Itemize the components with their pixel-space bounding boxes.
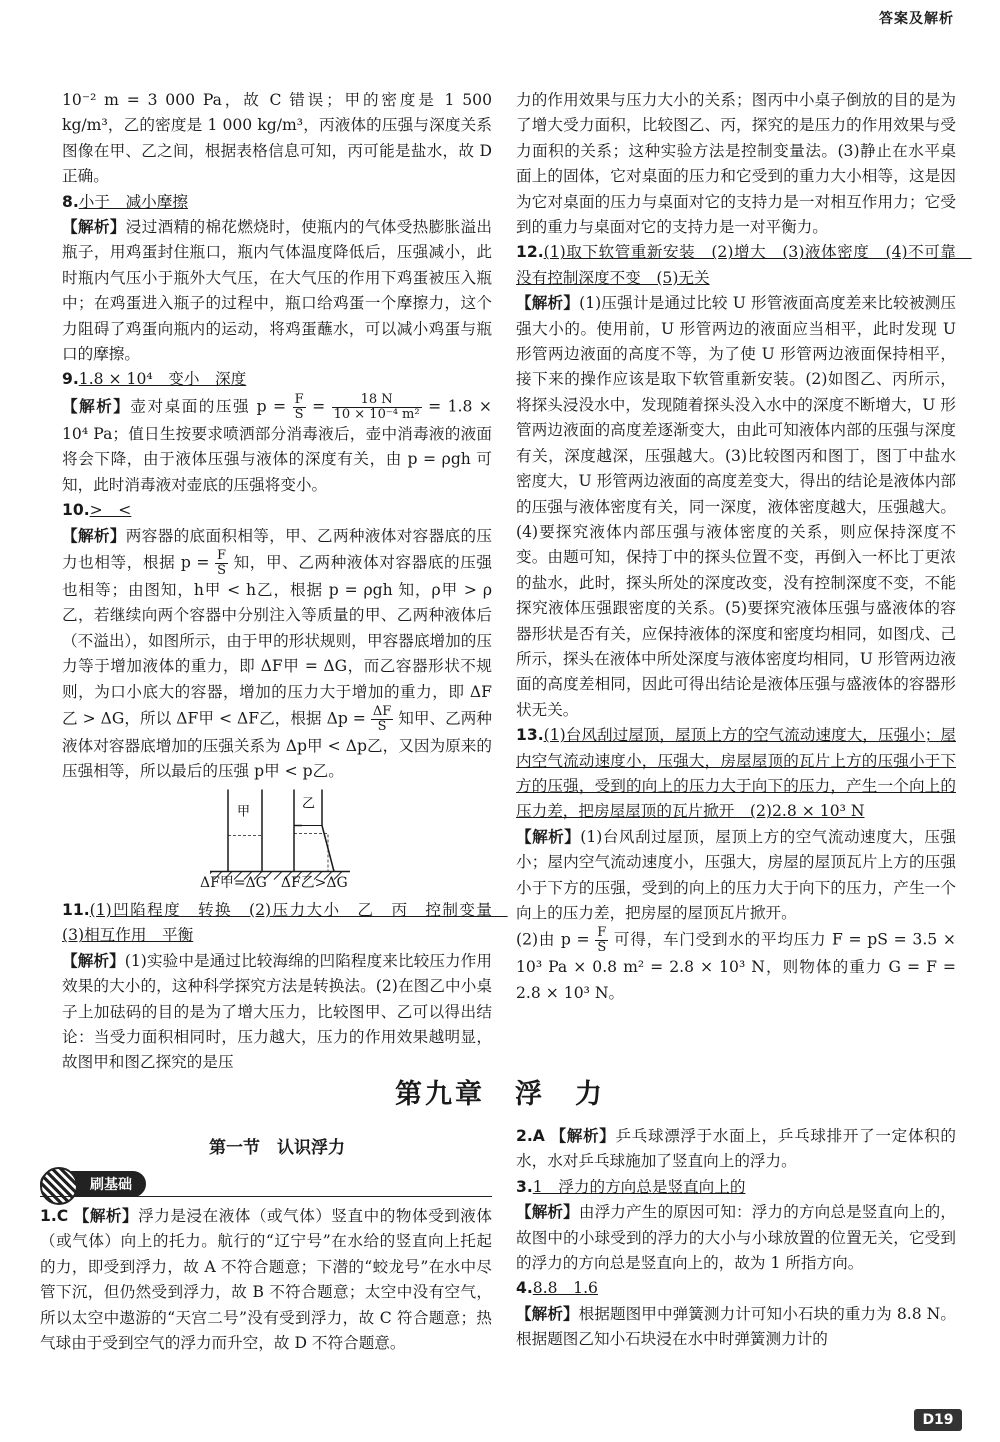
ch9-q1-number: 1. bbox=[40, 1207, 57, 1225]
q9-analysis-b: = 1.8 × 10⁴ Pa；值日生按要求喷洒部分消毒液后，壶中消毒液的液面将会下降，由于液体压强与液体的深度有关，由 p = ρgh 可知，此时消毒液对壶底的压强将变小。 bbox=[62, 397, 492, 494]
q10-answer: > < bbox=[89, 501, 132, 520]
q10-fraction-2: $\frac{\Delta F}{S}$ bbox=[372, 703, 392, 734]
q10-number: 10. bbox=[62, 501, 90, 520]
ch9-q4-answer: 8.8 1.6 bbox=[532, 1279, 598, 1298]
ch9-q4-number: 4. bbox=[516, 1279, 533, 1298]
section-title: 第一节 认识浮力 bbox=[209, 1138, 345, 1158]
q13-number: 13. bbox=[516, 726, 544, 745]
q10-analysis-tag: 【解析】 bbox=[62, 526, 126, 545]
q12-analysis-tag: 【解析】 bbox=[516, 294, 580, 313]
page-number: D19 bbox=[914, 1409, 962, 1431]
ch9-q4-analysis: 根据题图甲中弹簧测力计可知小石块的重力为 8.8 N。根据题图乙知小石块浸在水中时弹簧测力计的 bbox=[516, 1304, 956, 1349]
q9-fraction-2: $\frac{18 N}{\text{10 × 10⁻⁴ m²}}$ bbox=[333, 391, 420, 422]
ch9-q2-number: 2. bbox=[516, 1127, 533, 1145]
q13-analysis-tag: 【解析】 bbox=[516, 827, 581, 846]
left-column bbox=[62, 88, 492, 785]
ch9-q3-answer: 1 浮力的方向总是竖直向上的 bbox=[532, 1177, 746, 1196]
q9: 9.1.8 × 10⁴ 变小 深度 【解析】壶对桌面的压强 p = $\frac{F}{S}$ = $\frac{18 N}{\text{10 × 10⁻⁴ m²}}$ = 1.8 × 10⁴ Pa；值日生按要求喷洒部分消毒液后，壶中消毒液的液面将会下降，由于液体压强与液体的深度有关，由 p = ρgh 可知，此时消毒液对壶底的压强将变小。 bbox=[62, 370, 492, 494]
q8-number: 8. bbox=[62, 192, 79, 211]
q13-analysis-b2: 可得，车门受到水的平均压力 F = pS = 3.5 × 10³ Pa × 0.8 m² = 2.8 × 10³ N，则物体的重力 G = F = 2.8 × 10³ N。 bbox=[516, 930, 956, 1002]
q10-analysis-c: 知甲、乙两种液体对容器底增加的压强关系为 Δp甲 < Δp乙，又因为原来的压强相等，所以最后的压强 p甲 < p乙。 bbox=[62, 709, 492, 781]
q11-answer: (1)凹陷程度 转换 (2)压力大小 乙 丙 控制变量 (3)相互作用 平衡 bbox=[62, 901, 508, 945]
q8-answer: 小于 减小摩擦 bbox=[78, 192, 188, 211]
ch9-q3-analysis-tag: 【解析】 bbox=[516, 1203, 579, 1222]
ch9-q2 bbox=[516, 1124, 956, 1175]
badge-label: 刷基础 bbox=[90, 1177, 132, 1193]
q9-answer: 1.8 × 10⁴ 变小 深度 bbox=[78, 370, 247, 389]
ch9-q1 bbox=[40, 1204, 492, 1356]
q10 bbox=[62, 498, 492, 785]
q12-number: 12. bbox=[516, 243, 544, 262]
badge-divider bbox=[40, 1196, 492, 1197]
chapter9-right-column bbox=[516, 1124, 956, 1353]
q13-analysis-b1: (2)由 p = bbox=[516, 930, 590, 949]
ball-icon bbox=[40, 1167, 78, 1205]
q12-analysis: (1)压强计是通过比较 U 形管液面高度差来比较被测压强大小的。使用前，U 形管两边的液面应当相平，此时发现 U 形管两边液面的高度不等，为了使 U 形管两边液面保持相平，接下来的操作应该是取下软管重新安装。(2)如图乙、丙所示，将探头浸没水中，发现随着探头没入水中的深度不断增大，U 形管两边液面的高度差逐渐变大，由此可知液体内部的压强与深度有关，深度越深，压强越大。(3)比较图丙和图丁，图丁中盐水密度大，U 形管两边液面的高度差变大，得出的结论是液体内部的压强与液体密度有关，同一深度，液体密度越大，压强越大。(4)要探究液体内部压强与液体密度的关系，则应保持深度不变。由题可知，保持丁中的探头位置不变，再倒入一杯比丁更浓的盐水，此时，探头所处的深度改变，没有控制深度不变，不能探究液体压强跟密度的关系。(5)要探究液体压强与盛液体的容器形状是否有关，应保持液体的深度和密度均相同，如图戊、己所示，探头在液体中所处深度与液体密度均相同，U 形管两边液面的高度差相同，因此可得出结论是液体压强与盛液体的容器形状无关。 bbox=[516, 294, 956, 719]
q13-fraction: $\frac{F}{S}$ bbox=[597, 925, 607, 956]
basic-practice-badge bbox=[40, 1171, 146, 1197]
q10-analysis-b: 知，甲、乙两种液体对容器底的压强也相等；由图知，h甲 < h乙，根据 p = ρgh 知，ρ甲 > ρ乙，若继续向两个容器中分别注入等质量的甲、乙两种液体后（不溢出），如图所示，由于甲的形状规则，甲容器底增加的压力等于增加液体的重力，即 ΔF甲 = ΔG，而乙容器形状不规则，为口小底大的容器，增加的压力大于增加的重力，即 ΔF乙 > ΔG，所以 ΔF甲 < ΔF乙，根据 Δp = bbox=[62, 553, 492, 728]
running-header: 答案及解析 bbox=[879, 11, 954, 27]
label-yi: 乙 bbox=[302, 796, 316, 812]
q13 bbox=[516, 723, 956, 1006]
ch9-q2-analysis-tag: 【解析】 bbox=[550, 1127, 616, 1145]
ch9-q1-answer: C bbox=[56, 1207, 69, 1225]
q13-analysis-a: (1)台风刮过屋顶，屋顶上方的空气流动速度大，压强小；屋内空气流动速度小，压强大，房屋的屋顶瓦片上方的压强小于下方的压强，受到的向上的压力大于向下的压力，产生一个向上的压力差，把房屋的屋顶瓦片掀开。 bbox=[516, 827, 956, 922]
q10-fraction-1: $\frac{F}{S}$ bbox=[217, 547, 227, 578]
q8-analysis-tag: 【解析】 bbox=[62, 218, 126, 237]
right-column bbox=[516, 88, 972, 1006]
ch9-q4-analysis-tag: 【解析】 bbox=[516, 1304, 579, 1323]
left-column-q11 bbox=[62, 898, 508, 1076]
q11-analysis: (1)实验中是通过比较海绵的凹陷程度来比较压力作用效果的大小的，这种科学探究方法是转换法。(2)在图乙中小桌子上加砝码的目的是为了增大压力，比较图甲、乙可以得出结论：当受力面积相同时，压力越大，压力的作用效果越明显，故图甲和图乙探究的是压 bbox=[62, 951, 492, 1072]
q7-tail: 10⁻² m = 3 000 Pa，故 C 错误；甲的密度是 1 500 kg/m³，乙的密度是 1 000 kg/m³，丙液体的压强与深度关系图像在甲、乙之间，根据表格信息可知，丙可能是盐水，故 D 正确。 bbox=[62, 91, 492, 186]
q8 bbox=[62, 190, 492, 368]
figure-caption: ΔF甲=ΔG ΔF乙>ΔG bbox=[200, 875, 348, 891]
q10-analysis-a: 两容器的底面积相等，甲、乙两种液体对容器底的压力也相等，根据 p = bbox=[62, 526, 492, 572]
q12-answer: (1)取下软管重新安装 (2)增大 (3)液体密度 (4)不可靠 没有控制深度不变 (5)无关 bbox=[516, 243, 972, 287]
q11-analysis-tag: 【解析】 bbox=[62, 951, 125, 970]
ch9-q1-analysis-tag: 【解析】 bbox=[73, 1207, 139, 1225]
ch9-q3-analysis: 由浮力产生的原因可知：浮力的方向总是竖直向上的，故图中的小球受到的浮力的大小与小球放置的位置无关，它受到的浮力的方向总是竖直向上的，故为 1 所指方向。 bbox=[516, 1203, 956, 1273]
q13-answer: (1)台风刮过屋顶，屋顶上方的空气流动速度大，压强小；屋内空气流动速度小，压强大，房屋屋顶的瓦片上方的压强小于下方的压强，受到的向上的压力大于向下的压力，产生一个向上的压力差，把房屋屋顶的瓦片掀开 (2)2.8 × 10³ N bbox=[516, 726, 956, 821]
q9-analysis-tag: 【解析】 bbox=[62, 397, 131, 416]
chapter-title: 第九章 浮 力 bbox=[395, 1079, 605, 1110]
label-jia: 甲 bbox=[237, 804, 251, 820]
ch9-q2-answer: A bbox=[532, 1127, 545, 1145]
q11 bbox=[62, 898, 508, 1076]
ch9-q3 bbox=[516, 1175, 956, 1277]
q9-number: 9. bbox=[62, 370, 79, 389]
ch9-q4 bbox=[516, 1276, 956, 1352]
q11-number: 11. bbox=[62, 901, 90, 919]
q12 bbox=[516, 240, 972, 723]
q11-continued: 力的作用效果与压力大小的关系；图丙中小桌子倒放的目的是为了增大受力面积，比较图乙、丙，探究的是压力的作用效果与受力面积的关系；这种实验方法是控制变量法。(3)静止在水平桌面上的固体，它对桌面的压力和它受到的重力大小相等，这是因为它对桌面的压力与桌面对它的支持力是一对相互作用力；它受到的重力与桌面对它的支持力是一对平衡力。 bbox=[516, 91, 956, 237]
chapter9-left-column bbox=[40, 1204, 492, 1356]
ch9-q2-analysis: 乒乓球漂浮于水面上，乒乓球排开了一定体积的水，水对乒乓球施加了竖直向上的浮力。 bbox=[516, 1127, 956, 1171]
q8-analysis: 浸过酒精的棉花燃烧时，使瓶内的气体受热膨胀溢出瓶子，用鸡蛋封住瓶口，瓶内气体温度降低后，压强减小，此时瓶内气压小于瓶外大气压，在大气压的作用下鸡蛋被压入瓶中；在鸡蛋进入瓶子的过程中，瓶口给鸡蛋一个摩擦力，这个力阻碍了鸡蛋向瓶内的运动，将鸡蛋蘸水，可以减小鸡蛋与瓶口的摩擦。 bbox=[62, 218, 492, 364]
q9-fraction-1: $\frac{F}{S}$ bbox=[294, 391, 304, 422]
q9-analysis-a: 壶对桌面的压强 p = bbox=[130, 397, 287, 416]
ch9-q3-number: 3. bbox=[516, 1177, 533, 1196]
ch9-q1-analysis: 浮力是浸在液体（或气体）竖直中的物体受到液体（或气体）向上的托力。航行的“辽宁号”在水给的竖直向上托起的力，即受到浮力，故 A 不符合题意；下潜的“蛟龙号”在水中尽管下沉，但仍然受到浮力，故 B 不符合题意；太空中没有空气，所以太空中遨游的“天宫二号”没有受到浮力，故 C 符合题意；热气球由于受到空气的浮力而升空，故 D 不符合题意。 bbox=[40, 1207, 492, 1353]
